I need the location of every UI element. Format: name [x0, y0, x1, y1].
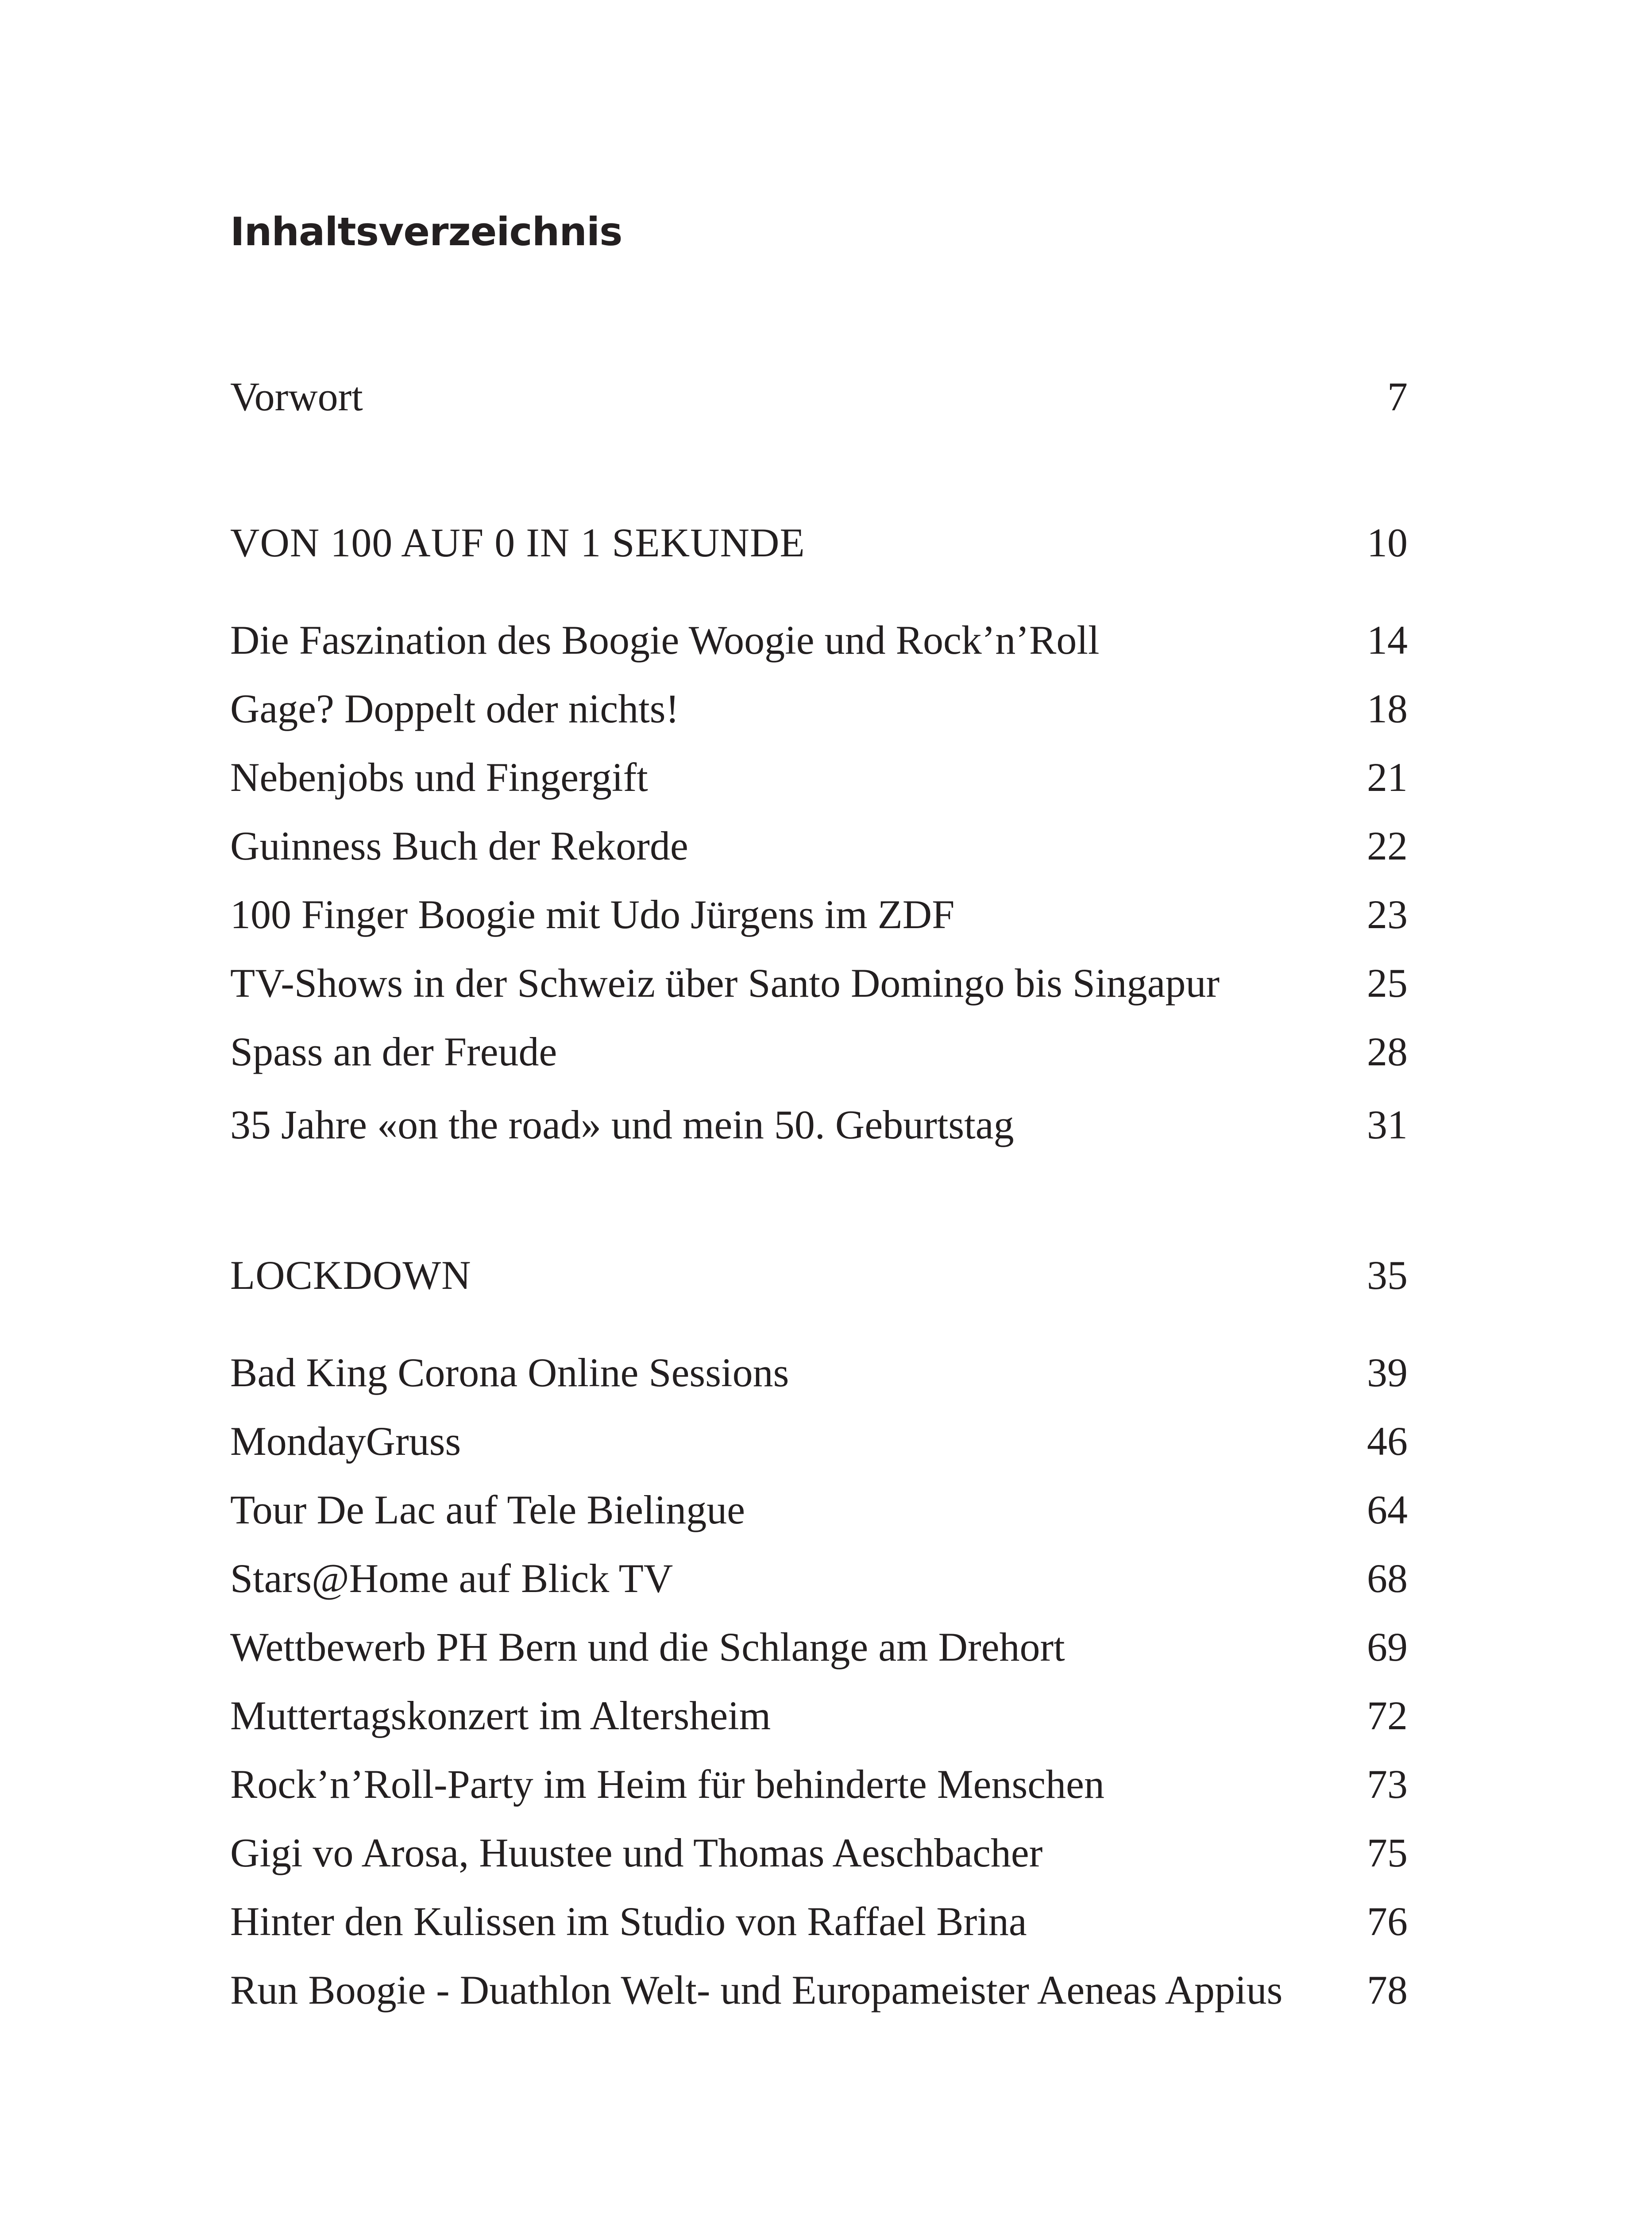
toc-entry-page: 75 — [1367, 1830, 1408, 1875]
toc-entry — [230, 894, 1408, 935]
toc-entry-page: 22 — [1367, 823, 1408, 868]
toc-entry — [230, 1489, 1408, 1530]
toc-entry — [230, 1558, 1408, 1599]
toc-entry — [230, 1352, 1408, 1393]
toc-entry-title: MondayGruss — [230, 1419, 461, 1464]
toc-entry-page: 72 — [1367, 1693, 1408, 1738]
toc-entry-title: 35 Jahre «on the road» und mein 50. Geburtstag — [230, 1102, 1014, 1147]
toc-entry — [230, 757, 1408, 798]
toc-entry — [230, 1967, 1408, 2013]
toc-entry-page: 25 — [1367, 960, 1408, 1006]
toc-entry-title: 100 Finger Boogie mit Udo Jürgens im ZDF — [230, 892, 955, 937]
toc-entry-title: Rock’n’Roll-Party im Heim für behinderte Menschen — [230, 1762, 1104, 1807]
toc-entry — [230, 688, 1408, 729]
toc-entry — [230, 1624, 1408, 1669]
toc-entry-page: 18 — [1367, 686, 1408, 731]
toc-entry-title: Gigi vo Arosa, Huustee und Thomas Aeschbacher — [230, 1830, 1043, 1875]
toc-entry-page: 69 — [1367, 1624, 1408, 1669]
toc-entry-title: Tour De Lac auf Tele Bielingue — [230, 1487, 745, 1532]
toc-entry — [230, 1695, 1408, 1736]
toc-entry — [230, 1419, 1408, 1464]
toc-entry — [230, 1832, 1408, 1873]
toc-entry-page: 39 — [1367, 1350, 1408, 1395]
toc-entry-title: Run Boogie - Duathlon Welt- und Europameister Aeneas Appius — [230, 1967, 1283, 2013]
toc-entry-title: Stars@Home auf Blick TV — [230, 1556, 673, 1601]
toc-section-page: 10 — [1367, 520, 1408, 565]
toc-entry — [230, 1104, 1408, 1145]
toc-entry-page: 21 — [1367, 755, 1408, 800]
toc-entry-title: Hinter den Kulissen im Studio von Raffael Brina — [230, 1899, 1027, 1944]
toc-entry-page: 23 — [1367, 892, 1408, 937]
toc-section-page: 35 — [1367, 1253, 1408, 1298]
toc-entry — [230, 1901, 1408, 1942]
toc-entry — [230, 1762, 1408, 1807]
toc-section-heading — [230, 1253, 1408, 1298]
toc-entry — [230, 1031, 1408, 1072]
toc-section-title: VON 100 AUF 0 IN 1 SEKUNDE — [230, 520, 805, 565]
toc-entry-title: Bad King Corona Online Sessions — [230, 1350, 789, 1395]
toc-entry-title: TV-Shows in der Schweiz über Santo Domingo bis Singapur — [230, 960, 1220, 1006]
toc-entry-title: Gage? Doppelt oder nichts! — [230, 686, 679, 731]
toc-section-title: LOCKDOWN — [230, 1253, 471, 1298]
toc-entry-title: Guinness Buch der Rekorde — [230, 823, 688, 868]
toc-entry-page: 78 — [1367, 1967, 1408, 2013]
toc-entry — [230, 960, 1408, 1006]
toc-entry-title: Wettbewerb PH Bern und die Schlange am Drehort — [230, 1624, 1065, 1669]
toc-entry-page: 73 — [1367, 1762, 1408, 1807]
toc-entry — [230, 617, 1408, 663]
page-title: Inhaltsverzeichnis — [230, 209, 622, 254]
toc-entry-title: Nebenjobs und Fingergift — [230, 755, 648, 800]
toc-entry-page: 28 — [1367, 1029, 1408, 1074]
toc-entry-title: Muttertagskonzert im Altersheim — [230, 1693, 771, 1738]
toc-entry-page: 68 — [1367, 1556, 1408, 1601]
toc-entry — [230, 825, 1408, 866]
toc-entry-title: Spass an der Freude — [230, 1029, 557, 1074]
toc-entry-page: 76 — [1367, 1899, 1408, 1944]
toc-entry-title: Die Faszination des Boogie Woogie und Rock’n’Roll — [230, 617, 1100, 663]
toc-entry-page: 46 — [1367, 1419, 1408, 1464]
toc-entry-page: 31 — [1367, 1102, 1408, 1147]
toc-entry-page: 7 — [1387, 374, 1408, 419]
toc-entry-page: 64 — [1367, 1487, 1408, 1532]
toc-entry-title: Vorwort — [230, 374, 363, 419]
toc-section-heading — [230, 522, 1408, 563]
toc-entry-page: 14 — [1367, 617, 1408, 663]
toc-entry-vorwort — [230, 376, 1408, 417]
